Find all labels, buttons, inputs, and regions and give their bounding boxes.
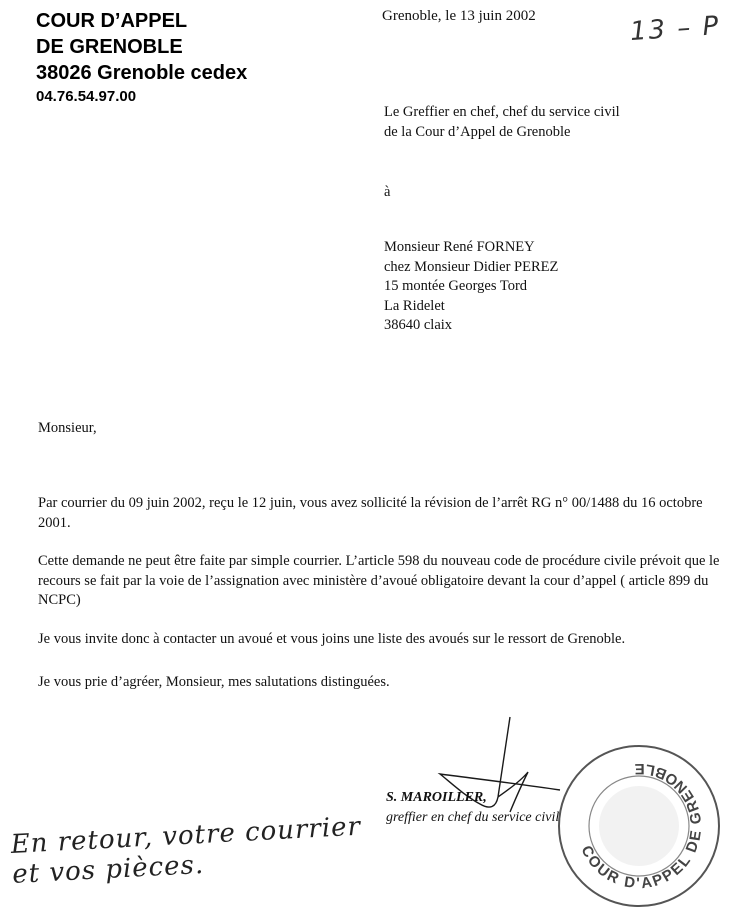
paragraph-2: Cette demande ne peut être faite par simple courrier. L’article 598 du nouveau code de procédure civile prévoit que le recours se fait par la voie de l’assignation avec ministère d’avoué obligatoire devant la cour d’appel ( article 899 du NCPC) (38, 553, 720, 608)
paragraph-4: Je vous prie d’agréer, Monsieur, mes salutations distinguées. (38, 674, 390, 690)
handwritten-reference: 13 – P (629, 10, 722, 48)
court-name-line1: COUR D’APPEL (36, 10, 188, 32)
recipient-line1: Monsieur René FORNEY (384, 239, 535, 255)
paragraph-1: Par courrier du 09 juin 2002, reçu le 12 juin, vous avez sollicité la révision de l’arrêt RG n° 00/1488 du 16 octobre 2001. (38, 495, 703, 531)
signatory-name: S. MAROILLER, (386, 790, 487, 805)
to-word: à (384, 184, 391, 200)
recipient-line2: chez Monsieur Didier PEREZ (384, 258, 559, 275)
letter-date: Grenoble, le 13 juin 2002 (382, 8, 536, 24)
court-name-line2: DE GRENOBLE (36, 36, 183, 58)
sender-block (384, 102, 620, 142)
sender-line2: de la Cour d’Appel de Grenoble (384, 124, 571, 140)
court-letterhead (36, 8, 247, 108)
handwritten-note-line2: et vos pièces. (11, 849, 205, 890)
recipient-line4: La Ridelet (384, 297, 445, 314)
sender-line1: Le Greffier en chef, chef du service civil (384, 104, 620, 120)
recipient-address (384, 238, 558, 336)
handwritten-note-line1: En retour, votre courrier (10, 811, 362, 860)
court-seal-stamp (555, 742, 723, 910)
court-address: 38026 Grenoble cedex (36, 62, 248, 84)
salutation: Monsieur, (38, 420, 97, 436)
recipient-line3: 15 montée Georges Tord (384, 278, 528, 294)
signature-block (386, 788, 559, 828)
court-phone: 04.76.54.97.00 (36, 88, 137, 105)
signatory-title: greffier en chef du service civil (386, 810, 560, 825)
stamp-text: COUR D'APPEL DE GRENOBLE (577, 759, 706, 893)
recipient-line5: 38640 claix (384, 317, 453, 333)
handwritten-note (10, 812, 363, 890)
paragraph-3: Je vous invite donc à contacter un avoué et vous joins une liste des avoués sur le ressort de Grenoble. (38, 631, 626, 647)
